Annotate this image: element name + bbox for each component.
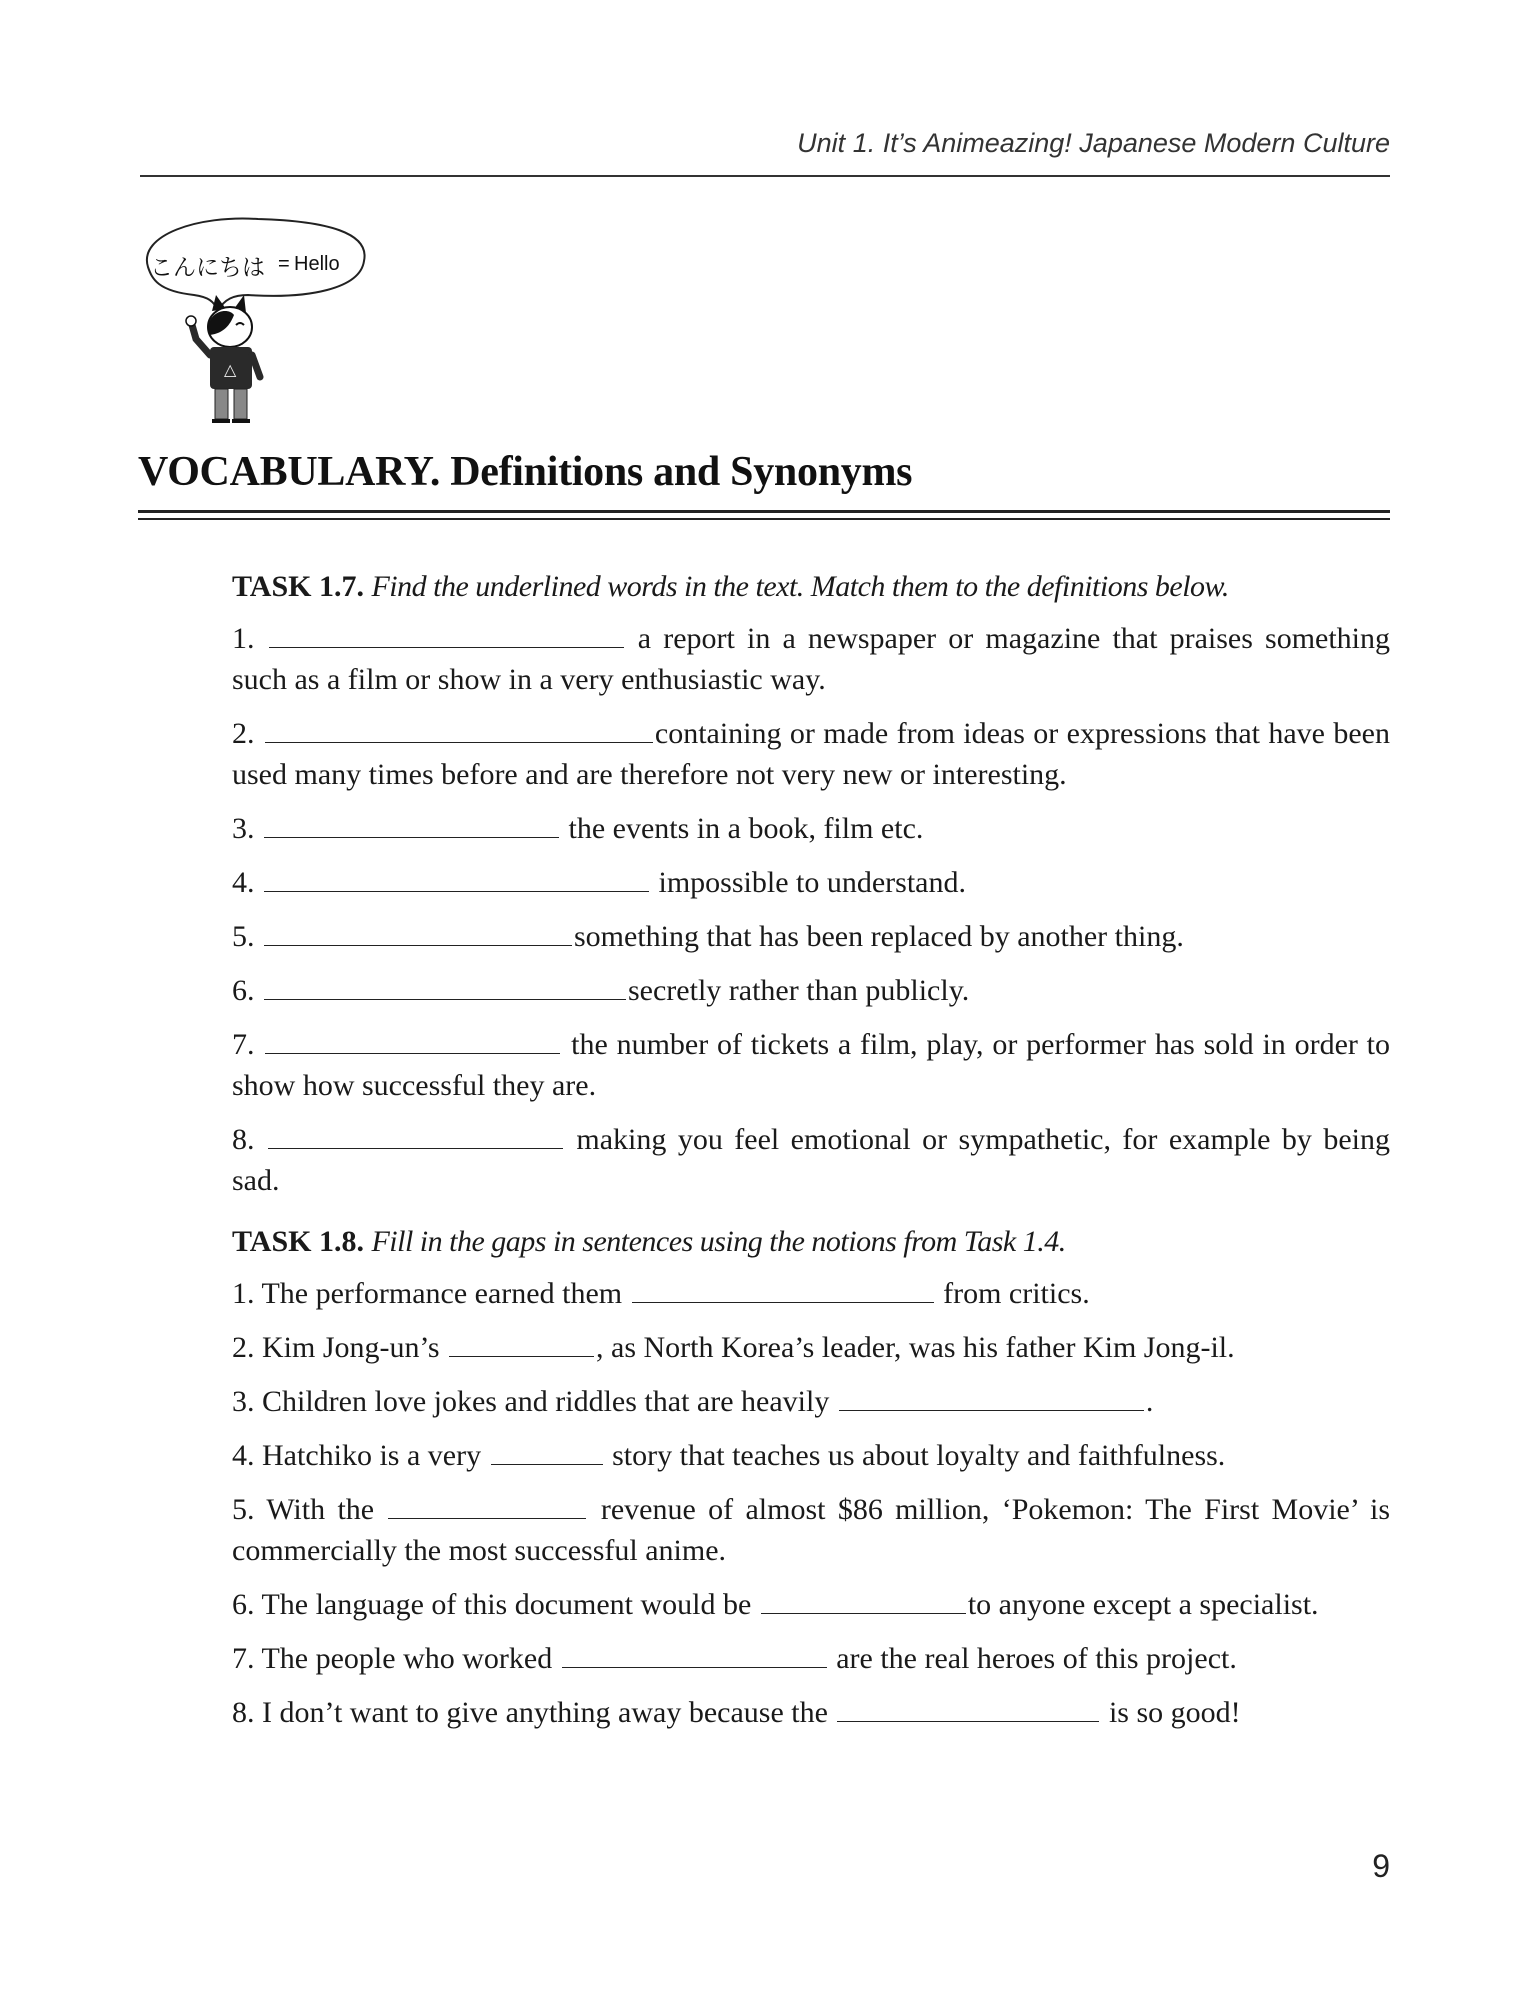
- definition-item-2: [232, 712, 1390, 795]
- answer-blank[interactable]: [839, 1380, 1144, 1411]
- sentence-start: 8. I don’t want to give anything away because the: [232, 1696, 828, 1729]
- definition-text: something that has been replaced by another thing.: [574, 920, 1184, 953]
- definition-text: a report in a newspaper or magazine that praises something such as a film or show in a very enthusiastic way.: [232, 622, 1391, 696]
- definition-text: the events in a book, film etc.: [568, 812, 924, 845]
- sentence-start: 2. Kim Jong-un’s: [232, 1331, 440, 1364]
- page-number: 9: [1372, 1848, 1390, 1884]
- sentence-item-1: [232, 1272, 1390, 1314]
- item-number: 8.: [232, 1123, 255, 1156]
- answer-blank[interactable]: [761, 1583, 966, 1614]
- sentence-end: from critics.: [943, 1277, 1090, 1310]
- task-1-7-label: TASK 1.7.: [232, 570, 364, 603]
- character-leg-right: [234, 389, 247, 419]
- answer-blank[interactable]: [491, 1434, 603, 1465]
- answer-blank[interactable]: [264, 807, 559, 838]
- sentence-end: are the real heroes of this project.: [836, 1642, 1237, 1675]
- speech-equals-sign: =: [278, 253, 290, 275]
- sentence-start: 6. The language of this document would be: [232, 1588, 752, 1621]
- sentence-end: .: [1145, 1385, 1154, 1418]
- task-1-8-instruction: Fill in the gaps in sentences using the notions from Task 1.4.: [371, 1225, 1066, 1258]
- sentence-item-7: [232, 1637, 1390, 1679]
- definition-text: making you feel emotional or sympathetic, for example by being sad.: [232, 1123, 1391, 1197]
- definition-item-1: [232, 617, 1390, 700]
- title-rule-top: [138, 510, 1390, 513]
- character-arm-lower: [252, 355, 260, 377]
- sentence-start: 1. The performance earned them: [232, 1277, 623, 1310]
- item-number: 1.: [232, 622, 255, 655]
- item-number: 4.: [232, 866, 255, 899]
- answer-blank[interactable]: [388, 1488, 586, 1519]
- sentence-end: revenue of almost $86 million, ‘Pokemon: The First Movie’ is commercially the most successful anime.: [232, 1493, 1390, 1567]
- character-figure: [186, 295, 260, 421]
- sentence-item-5: [232, 1488, 1390, 1571]
- answer-blank[interactable]: [268, 1118, 563, 1149]
- answer-blank[interactable]: [265, 1023, 560, 1054]
- running-header: Unit 1. It’s Animeazing! Japanese Modern Culture: [797, 128, 1390, 158]
- definition-item-8: [232, 1118, 1390, 1201]
- definition-text: containing or made from ideas or expressions that have been used many times before and are therefore not very new or interesting.: [232, 717, 1391, 791]
- item-number: 7.: [232, 1028, 255, 1061]
- answer-blank[interactable]: [265, 712, 653, 743]
- speech-japanese-text: こんにちは: [150, 255, 265, 281]
- task-1-8-heading: [232, 1221, 1390, 1262]
- answer-blank[interactable]: [264, 861, 649, 892]
- content-area: [232, 566, 1390, 1745]
- answer-blank[interactable]: [449, 1326, 594, 1357]
- answer-blank[interactable]: [632, 1272, 934, 1303]
- mascot-illustration: [138, 215, 378, 430]
- character-hand: [186, 316, 196, 326]
- task-1-7-instruction: Find the underlined words in the text. Match them to the definitions below.: [371, 570, 1229, 603]
- definition-item-4: [232, 861, 1390, 903]
- sentence-item-2: [232, 1326, 1390, 1368]
- sentence-end: to anyone except a specialist.: [967, 1588, 1319, 1621]
- sentence-start: 4. Hatchiko is a very: [232, 1439, 482, 1472]
- speech-hello-text: Hello: [294, 253, 340, 275]
- sentence-start: 5. With the: [232, 1493, 375, 1526]
- definition-item-3: [232, 807, 1390, 849]
- section-title: VOCABULARY. Definitions and Synonyms: [138, 449, 913, 495]
- sentence-end: , as North Korea’s leader, was his father Kim Jong-il.: [596, 1331, 1235, 1364]
- task-1-8-label: TASK 1.8.: [232, 1225, 364, 1258]
- definition-item-7: [232, 1023, 1390, 1106]
- definition-text: the number of tickets a film, play, or performer has sold in order to show how successful they are.: [232, 1028, 1391, 1102]
- definition-item-6: [232, 969, 1390, 1011]
- task-1-7-heading: [232, 566, 1390, 607]
- answer-blank[interactable]: [264, 969, 626, 1000]
- answer-blank[interactable]: [837, 1691, 1099, 1722]
- definition-item-5: [232, 915, 1390, 957]
- character-leg-left: [215, 389, 228, 419]
- sentence-item-3: [232, 1380, 1390, 1422]
- sentence-item-4: [232, 1434, 1390, 1476]
- sentence-start: 3. Children love jokes and riddles that are heavily: [232, 1385, 830, 1418]
- title-rule-bottom: [138, 518, 1390, 520]
- sentence-item-8: [232, 1691, 1390, 1733]
- answer-blank[interactable]: [562, 1637, 827, 1668]
- item-number: 2.: [232, 717, 255, 750]
- definition-text: secretly rather than publicly.: [628, 974, 970, 1007]
- answer-blank[interactable]: [269, 617, 624, 648]
- sentence-item-6: [232, 1583, 1390, 1625]
- sentence-end: story that teaches us about loyalty and faithfulness.: [612, 1439, 1226, 1472]
- item-number: 6.: [232, 974, 255, 1007]
- sentence-start: 7. The people who worked: [232, 1642, 553, 1675]
- shirt-symbol: △: [224, 360, 237, 379]
- answer-blank[interactable]: [264, 915, 572, 946]
- header-rule: [140, 175, 1390, 177]
- sentence-end: is so good!: [1108, 1696, 1241, 1729]
- definition-text: impossible to understand.: [658, 866, 966, 899]
- item-number: 5.: [232, 920, 255, 953]
- item-number: 3.: [232, 812, 255, 845]
